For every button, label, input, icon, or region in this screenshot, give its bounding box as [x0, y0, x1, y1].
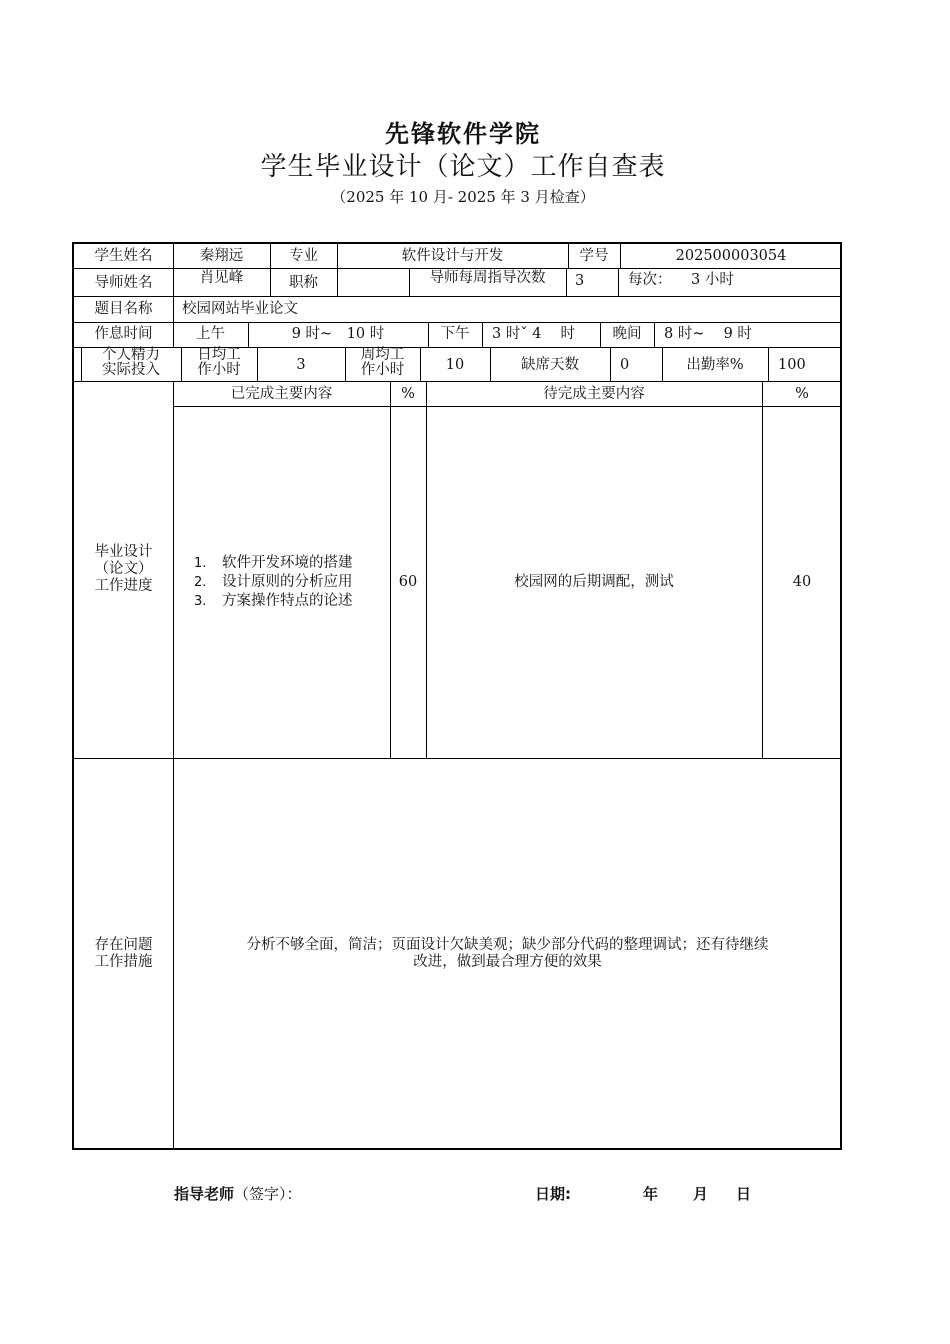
done-header: 已完成主要内容: [230, 386, 333, 402]
progress-label-line2: （论文）: [94, 561, 153, 577]
done-percent: 60: [398, 574, 418, 590]
date-day: 日: [736, 1185, 752, 1203]
weekly-guidance: 3: [575, 273, 585, 289]
student-id: 202500003054: [675, 248, 787, 264]
todo-percent-header: %: [795, 386, 809, 402]
issues-label-line2: 工作措施: [94, 954, 153, 970]
issues-label: [74, 937, 173, 971]
list-number: 1.: [194, 556, 207, 571]
title-label: 职称: [289, 275, 318, 291]
per-session-label: 每次：: [628, 272, 672, 288]
schedule-label: 作息时间: [94, 326, 153, 342]
attendance-label: 出勤率%: [686, 357, 744, 373]
list-item: [192, 554, 353, 573]
check-period: （2025 年 10 月- 2025 年 3 月检查）: [331, 188, 595, 206]
weekly-hours-label: [345, 348, 420, 378]
morning-time: 9 时~ 10 时: [291, 326, 385, 342]
done-percent-header: %: [401, 386, 415, 402]
school-name: 先锋软件学院: [385, 120, 541, 148]
afternoon-label: 下午: [440, 326, 470, 342]
student-name-label: 学生姓名: [94, 248, 153, 264]
list-text: 设计原则的分析应用: [222, 574, 353, 590]
issues-content: [173, 937, 842, 971]
advisor-signature: [174, 1183, 302, 1204]
weekly-label-line2: 作小时: [360, 362, 405, 378]
topic-label: 题目名称: [94, 301, 153, 317]
list-item: [192, 573, 353, 592]
self-check-table: [72, 242, 842, 1150]
todo-header: 待完成主要内容: [543, 386, 645, 402]
daily-label-line2: 作小时: [197, 362, 241, 378]
todo-percent: 40: [792, 574, 812, 590]
daily-hours-label: [181, 348, 257, 378]
form-title: 学生毕业设计（论文）工作自查表: [260, 152, 666, 182]
issues-line2: 改进，做到最合理方便的效果: [413, 954, 602, 970]
absence-label: 缺席天数: [521, 357, 579, 373]
topic: 校园网站毕业论文: [182, 301, 298, 317]
weekly-label-line1: 周均工: [360, 347, 405, 363]
weekly-hours: 10: [445, 357, 465, 373]
date-label: 日期:: [535, 1185, 571, 1203]
done-list: [192, 554, 353, 611]
date-month: 月: [693, 1185, 709, 1203]
student-id-label: 学号: [579, 248, 609, 264]
list-number: 3.: [194, 594, 207, 609]
progress-label-line3: 工作进度: [94, 578, 153, 594]
effort-label: [81, 348, 181, 378]
list-item: [192, 592, 353, 611]
advisor-name-label: 导师姓名: [94, 275, 153, 291]
list-text: 软件开发环境的搭建: [222, 555, 353, 571]
daily-label-line1: 日均工: [197, 347, 241, 363]
attendance: 100: [778, 357, 806, 373]
sign-label: （签字）：: [234, 1185, 302, 1203]
weekly-guidance-label: 导师每周指导次数: [429, 270, 546, 286]
advisor-label: 指导老师: [174, 1185, 235, 1203]
advisor-name: 肖见峰: [199, 270, 244, 286]
afternoon-time: 3 时ˇ 4 时: [492, 326, 576, 342]
major-label: 专业: [289, 248, 318, 264]
progress-label-line1: 毕业设计: [94, 544, 153, 560]
student-name: 秦翔远: [199, 248, 244, 264]
daily-hours: 3: [296, 357, 306, 373]
progress-label: [74, 544, 173, 595]
absence-days: 0: [620, 357, 630, 373]
date-year: 年: [643, 1185, 659, 1203]
morning-label: 上午: [196, 326, 225, 342]
effort-label-line2: 实际投入: [102, 362, 160, 378]
evening-label: 晚间: [612, 326, 642, 342]
list-text: 方案操作特点的论述: [222, 593, 353, 609]
list-number: 2.: [194, 575, 207, 590]
per-session: 3 小时: [691, 272, 734, 288]
effort-label-line1: 个人精力: [102, 347, 160, 363]
evening-time: 8 时~ 9 时: [664, 326, 752, 342]
issues-line1: 分析不够全面，简洁；页面设计欠缺美观；缺少部分代码的整理调试；还有待继续: [246, 937, 769, 953]
major: 软件设计与开发: [401, 248, 504, 264]
todo-content: 校园网的后期调配，测试: [514, 574, 674, 590]
issues-label-line1: 存在问题: [94, 937, 153, 953]
